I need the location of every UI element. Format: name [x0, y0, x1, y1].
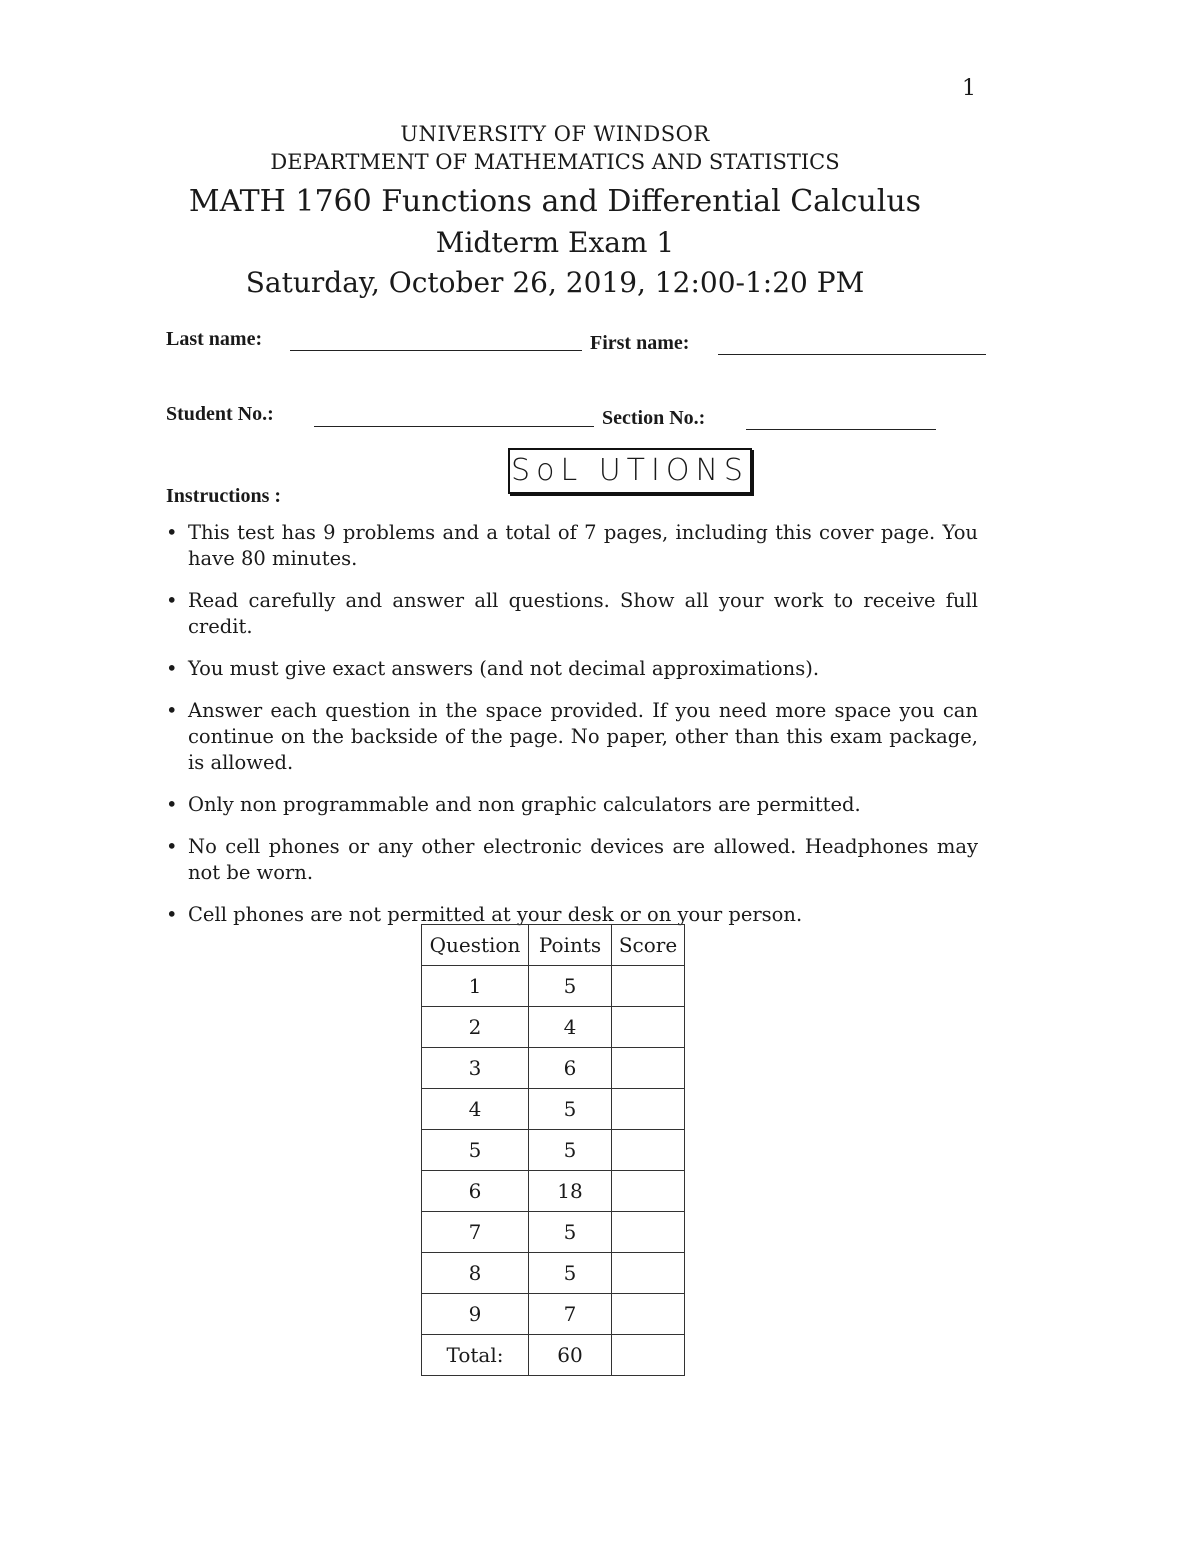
score-cell[interactable] [612, 1048, 685, 1089]
table-row [422, 966, 685, 1007]
instructions-title: Instructions : [166, 485, 282, 507]
points-cell: 5 [529, 1253, 612, 1294]
header-points: Points [529, 925, 612, 966]
points-cell: 4 [529, 1007, 612, 1048]
last-name-label: Last name: [166, 328, 263, 350]
page-number: 1 [962, 76, 976, 101]
instruction-text: Answer each question in the space provided. If you need more space you can continue on the backside of the page. No paper, other than this exam package, is allowed. [188, 699, 978, 774]
list-item [166, 520, 978, 572]
score-cell[interactable] [612, 1253, 685, 1294]
table-row [422, 1253, 685, 1294]
score-cell[interactable] [612, 1089, 685, 1130]
question-cell: 5 [422, 1130, 529, 1171]
first-name-line[interactable] [718, 354, 986, 355]
question-cell: 4 [422, 1089, 529, 1130]
department-name: DEPARTMENT OF MATHEMATICS AND STATISTICS [270, 150, 840, 174]
list-item [166, 834, 978, 886]
solutions-stamp: SoL UTIONS [508, 448, 752, 494]
points-cell: 18 [529, 1171, 612, 1212]
exam-title: Midterm Exam 1 [435, 226, 675, 259]
list-item [166, 588, 978, 640]
section-no-label: Section No.: [602, 407, 706, 429]
question-cell: 2 [422, 1007, 529, 1048]
course-title: MATH 1760 Functions and Differential Calculus [188, 184, 922, 219]
score-cell[interactable] [612, 1171, 685, 1212]
list-item [166, 698, 978, 776]
instruction-text: Only non programmable and non graphic calculators are permitted. [188, 793, 861, 816]
score-cell[interactable] [612, 1294, 685, 1335]
instruction-text: This test has 9 problems and a total of 7 pages, including this cover page. You have 80 minutes. [188, 521, 978, 570]
points-cell: 6 [529, 1048, 612, 1089]
student-no-line[interactable] [314, 426, 594, 427]
header-question: Question [422, 925, 529, 966]
table-row [422, 1007, 685, 1048]
total-label-cell: Total: [422, 1335, 529, 1376]
section-no-line[interactable] [746, 429, 936, 430]
score-cell[interactable] [612, 966, 685, 1007]
bullet-icon: • [166, 793, 178, 816]
points-cell: 5 [529, 1212, 612, 1253]
score-cell[interactable] [612, 1007, 685, 1048]
table-row [422, 1089, 685, 1130]
total-score-cell[interactable] [612, 1335, 685, 1376]
table-row [422, 1294, 685, 1335]
bullet-icon: • [166, 835, 178, 858]
instruction-text: You must give exact answers (and not decimal approximations). [188, 657, 820, 680]
student-no-label: Student No.: [166, 403, 274, 425]
question-cell: 1 [422, 966, 529, 1007]
table-total-row [422, 1335, 685, 1376]
score-cell[interactable] [612, 1130, 685, 1171]
university-name: UNIVERSITY OF WINDSOR [400, 122, 710, 146]
points-cell: 5 [529, 1089, 612, 1130]
instruction-text: No cell phones or any other electronic devices are allowed. Headphones may not be worn. [188, 835, 978, 884]
bullet-icon: • [166, 589, 178, 612]
points-cell: 7 [529, 1294, 612, 1335]
first-name-label: First name: [590, 332, 690, 354]
question-cell: 7 [422, 1212, 529, 1253]
last-name-line[interactable] [290, 350, 582, 351]
bullet-icon: • [166, 903, 178, 926]
points-cell: 5 [529, 1130, 612, 1171]
question-cell: 3 [422, 1048, 529, 1089]
instructions-list [166, 520, 978, 944]
instruction-text: Read carefully and answer all questions. Show all your work to receive full credit. [188, 589, 978, 638]
bullet-icon: • [166, 657, 178, 680]
table-row [422, 1048, 685, 1089]
instruction-text: Cell phones are not permitted at your desk or on your person. [188, 903, 803, 926]
header-score: Score [612, 925, 685, 966]
question-cell: 6 [422, 1171, 529, 1212]
points-cell: 5 [529, 966, 612, 1007]
total-points-cell: 60 [529, 1335, 612, 1376]
table-row [422, 1171, 685, 1212]
question-cell: 8 [422, 1253, 529, 1294]
exam-date: Saturday, October 26, 2019, 12:00-1:20 PM [245, 266, 865, 299]
table-row [422, 1130, 685, 1171]
bullet-icon: • [166, 699, 178, 722]
list-item [166, 792, 978, 818]
bullet-icon: • [166, 521, 178, 544]
score-table [421, 924, 685, 1376]
table-row [422, 1212, 685, 1253]
question-cell: 9 [422, 1294, 529, 1335]
list-item [166, 656, 978, 682]
score-cell[interactable] [612, 1212, 685, 1253]
table-header-row [422, 925, 685, 966]
